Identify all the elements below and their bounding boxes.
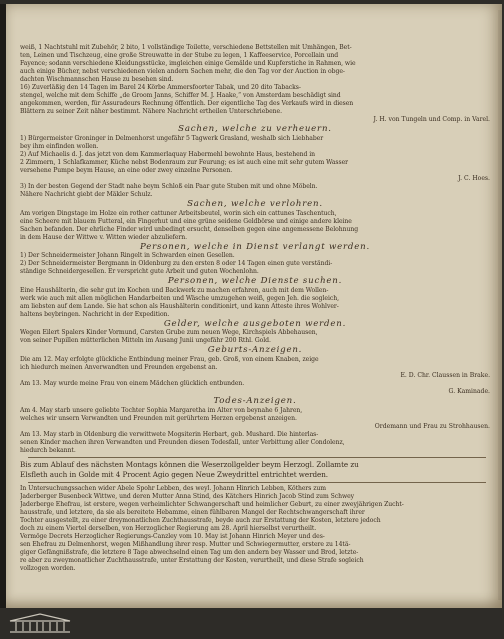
viewer-footer: [0, 608, 504, 639]
text-line: Jaderberge Ehefrau, ist erstere, wegen verheimlichter Schwangerschaft und heimlicher Geburt, zu einer zweyjährigen Zucht-: [20, 500, 404, 508]
text-line: 16) Zuverläßig den 14 Tagen im Barel 24 Körbe Ammersfoorter Tabak, und 20 dito Tabacks-: [20, 84, 301, 92]
text-line: bey ihm einfinden wollen.: [20, 142, 99, 150]
text-line: am liebsten auf dem Lande. Sie hat schon als Haushälterin conditionirt, und kann Atteste ihres Wohlver-: [20, 302, 339, 310]
text-line: In Untersuchungssachen wider Abele Spohr Lebben, des weyl. Johann Hinrich Lebben, Köthers zum: [20, 484, 327, 492]
text-line: auch einige Bücher, nebst verschiedenen vielen andern Sachen mehr, die den Tag vor der Auction in obge-: [20, 68, 345, 76]
text-line: Am 4. May starb unsere geliebte Tochter Sophia Margaretha im Alter von beynahe 6 Jahren,: [20, 406, 303, 414]
text-line: versehene Pumpe beym Hause, an eine oder zwey einzelne Personen.: [20, 167, 233, 175]
text-line: Fayence; sodann verschiedene Kleidungsstücke, imgleichen einige Gemälde und Kupferstiche in Rahmen, wie: [20, 60, 356, 68]
text-line: in dem Hause der Wittwe v. Witten wieder abzuliefern.: [20, 233, 188, 241]
text-line: werk wie auch mit allen möglichen Handarbeiten und Wäsche umzugehen weiß, gegen Jeh. die sogleich,: [20, 294, 339, 302]
text-line: weiß, 1 Nachtstuhl mit Zubehör, 2 bito, 1 vollständige Toilette, verschiedene Bettstellen mit Umhängen, Bet-: [20, 44, 352, 51]
text-line: Vermöge Decrets Herzoglicher Regierungs-Canzley vom 10. May ist Johann Hinrich Meyer und des-: [20, 533, 325, 541]
text-line: von seiner Pupillen mütterlichen Mitteln im Ausang Junii ungefähr 200 Rthl. Gold.: [20, 337, 271, 345]
text-line: angekommen, werden, für Assuradeurs Rechnung öffentlich. Der eigentliche Tag des Verkaufs wird in diesen: [20, 100, 354, 108]
text-line: stengel, welche mit dem Schiffe „de Groom Janns, Schiffer M. J. Haake,“ von Amsterdam beschädigt sind: [20, 92, 341, 100]
text-line: ständige Schneidergesellen. Er verspricht gute Arbeit und guten Wochenlohn.: [20, 268, 259, 276]
signature-line: J. C. Hoes.: [458, 175, 490, 183]
section-heading: Personen, welche in Dienst verlangt werden.: [140, 241, 370, 252]
text-line: ten, Leinen und Tischzeug, eine große Streuwatte in der Stube zu legen, 1 Kaffeeservice, Porcellain und: [20, 52, 339, 60]
text-line: Am vorigen Dingstage im Holze ein rother cattuner Arbeitsbeutel, worin sich ein cattunes Taschentuch,: [20, 209, 337, 217]
signature-line: E. D. Chr. Claussen in Brake.: [400, 371, 490, 379]
text-line: Tochter ausgestellt, zu einer dreymonatlichen Zuchthausstrafe, beyde auch zur Erstattung der Kosten, letztere jedoch: [20, 517, 381, 524]
section-heading: Todes-Anzeigen.: [213, 396, 297, 407]
text-line: Sachen befanden. Der ehrliche Finder wird unbedingt ersucht, denselben gegen eine angemessene Belohnung: [20, 225, 359, 233]
text-line: 1) Der Schneidermeister Johann Ringelt in Schwarden einen Gesellen.: [20, 252, 235, 260]
section-heading: Sachen, welche verlohren.: [187, 199, 323, 210]
divider-rule: [28, 457, 486, 458]
text-line: haltens beybringen. Nachricht in der Expedition.: [20, 310, 170, 318]
text-line: eine Scheere mit blauem Futteral, ein Fingerhut und eine grüne seidene Geldbörse und einige andere kleine: [20, 217, 352, 225]
text-line: 3) In der besten Gegend der Stadt nahe beym Schloß ein Paar gute Stuben mit und ohne Möbeln.: [20, 183, 318, 191]
signature-line: J. H. von Tungeln und Comp. in Varel.: [373, 116, 490, 124]
section-heading: Geburts-Anzeigen.: [207, 345, 303, 356]
text-line: giger Gefängnißstrafe, die letztere 8 Tage abwechselnd einen Tag um den andern bey Wasser und Brod, letzte-: [20, 549, 359, 557]
text-line: Nähere Nachricht giebt der Mäkler Schulz.: [20, 191, 153, 199]
section-heading: Sachen, welche zu verheuern.: [178, 124, 332, 135]
text-line: hiedurch bekannt.: [20, 446, 76, 454]
text-line: Jaderberger Busenbeck Wittwe, und deren Mutter Anna Stind, des Kätchers Hinrich Jacob Stind zum Schwey: [20, 492, 355, 500]
section-heading: Personen, welche Dienste suchen.: [167, 276, 343, 287]
signature-line: Ordemann und Frau zu Strohhausen.: [374, 422, 490, 430]
text-line: Die am 12. May erfolgte glückliche Entbindung meiner Frau, geb. Groß, von einem Knaben, zeige: [20, 355, 319, 363]
text-line: 2 Zimmern, 1 Schlafkammer, Küche nebst Bodenraum zur Feurung; es ist auch eine mit sehr gutem Wasser: [20, 159, 348, 167]
text-line: senen Kinder machen ihren Verwandten und Freunden diesen Todesfall, unter Verbittung aller Condolenz,: [20, 438, 345, 446]
text-line: sen Ehefrau zu Delmenhorst, wegen Mißhandlung ihrer resp. Mutter und Schwiegermutter, erstere zu 14tä-: [20, 541, 351, 549]
text-line: Am 13. May wurde meine Frau von einem Mädchen glücklich entbunden.: [20, 380, 245, 388]
text-line: doch zu einem Viertel derselben, von Herzoglicher Regierung am 28. April hierselbst verurtheilt.: [20, 525, 317, 533]
text-line: 2) Der Schneidermeister Bergmann in Oldenburg zu den ersten 8 oder 14 Tagen einen gute verständi-: [20, 260, 333, 268]
signature-line: G. Kaminade.: [448, 388, 490, 396]
text-line: vollzogen worden.: [20, 565, 76, 573]
text-line: dachten Wischmannschen Hause zu besehen sind.: [20, 76, 174, 84]
text-line: Blättern zu seiner Zeit näher bestimmt. Nähere Nachricht ertheilen Unterschriebene.: [20, 108, 282, 116]
text-line: Am 13. May starb in Oldenburg die verwittwete Mogsiterin Herbart, geb. Mushard. Die hinterlas-: [20, 430, 319, 438]
library-building-logo-icon: [8, 612, 72, 634]
page-text: [20, 44, 490, 573]
text-line: welches wir unsern Verwandten und Freunden mit gerührtem Herzen ergebenst anzeigen.: [20, 414, 297, 422]
section-heading: Gelder, welche ausgeboten werden.: [163, 318, 347, 329]
text-line: re aber zu zweymonatlicher Zuchthausstrafe, unter Erstattung der Kosten, verurtheilt, und diese Strafe sogleich: [20, 557, 364, 565]
text-line: ich hiedurch meinen Anverwandten und Freunden ergebenst an.: [20, 363, 218, 371]
text-line: Eine Haushälterin, die sehr gut im Kochen und Backwerk zu machen erfahren, auch mit dem Wollen-: [20, 286, 329, 294]
text-line: 2) Auf Michaelis d. J. das jetzt von dem Kammerlaquay Habermehl bewohnte Haus, bestehend in: [20, 150, 316, 158]
text-line: Elsfleth auch in Golde mit 4 Procent Agio gegen Neue Zweydrittel entrichtet werden.: [20, 469, 329, 479]
text-line: hausstrafe, und letztere, da sie als bereitete Hebamme, einen fühlbaren Mangel der Rechtschwangerschaft ihrer: [20, 508, 365, 516]
divider-rule: [28, 482, 486, 483]
text-line: Bis zum Ablauf des nächsten Montags können die Weserzollgelder beym Herzogl. Zollamte zu: [20, 459, 359, 469]
text-line: Wegen Eilert Spalers Kinder Vormund, Carsten Grube zum neuen Wege, Kirchspiels Abbehausen,: [20, 329, 318, 337]
text-line: 1) Bürgermeister Groninger in Delmenhorst ungefähr 5 Tagwerk Grasland, weshalb sich Liebhaber: [20, 134, 324, 142]
scrollbar[interactable]: [498, 10, 502, 600]
